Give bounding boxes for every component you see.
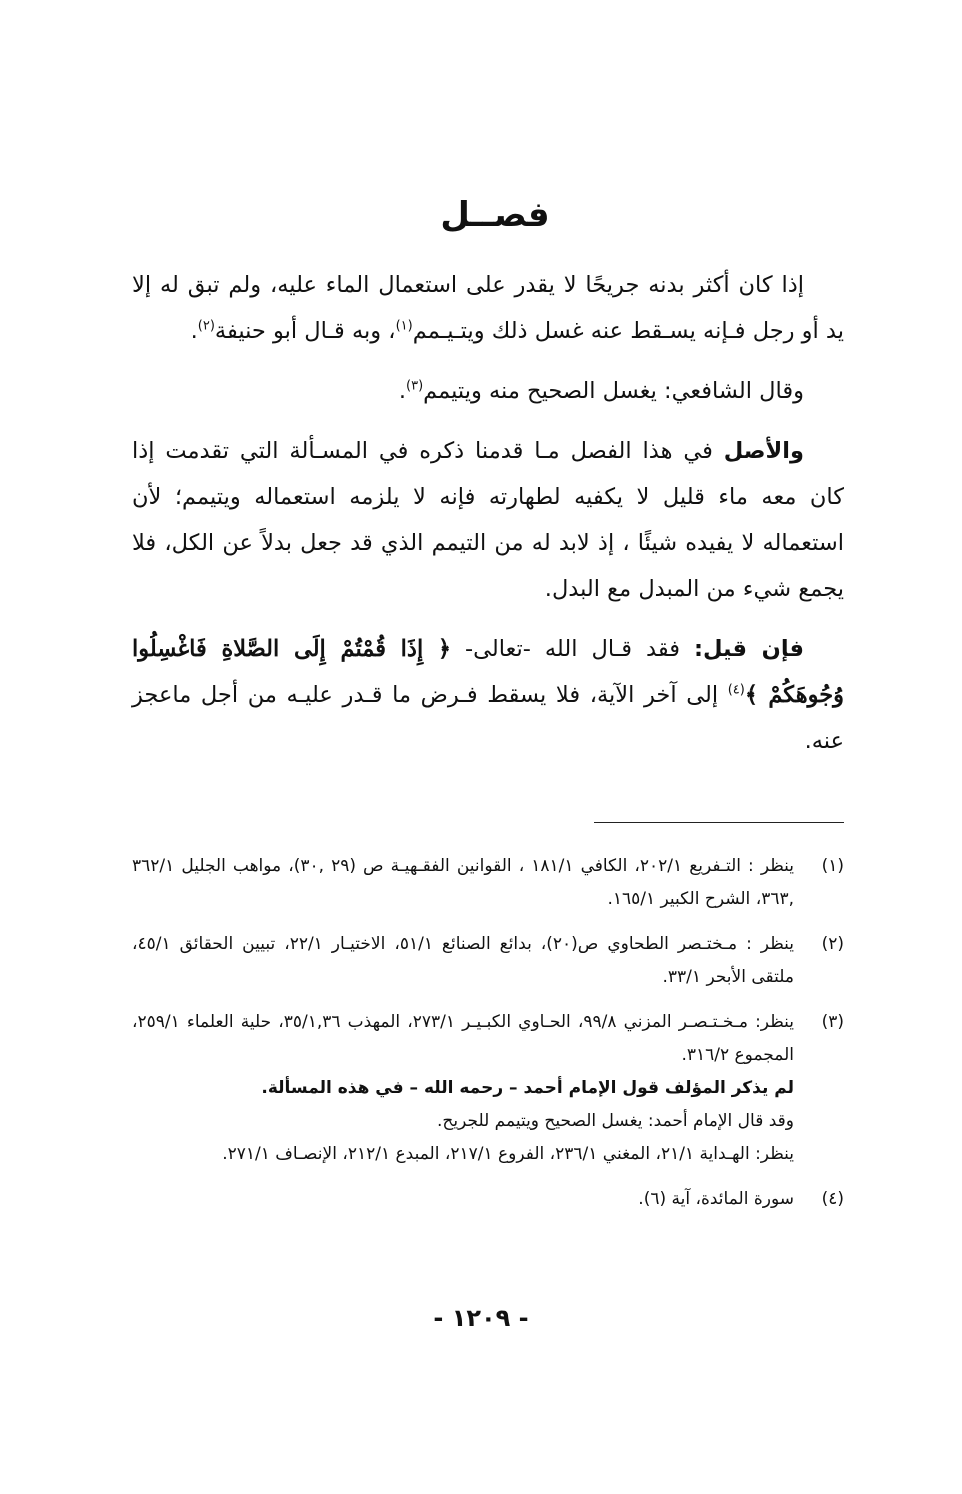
footnote-3 — [132, 1006, 844, 1171]
paragraph-1-text-c: . — [190, 318, 198, 344]
paragraph-1-text-b: ، وبه قـال أبو حنيفة — [214, 318, 396, 344]
footnote-number: (١) — [821, 856, 844, 876]
footnote-text: سورة المائدة، آية (٦). — [638, 1189, 794, 1209]
footnote-number: (٤) — [821, 1189, 844, 1209]
footnote-ref-2[interactable]: (٢) — [197, 318, 215, 334]
footnotes-section — [132, 850, 844, 1228]
footnote-text: ينظر : التـفريع ٢٠٢/١، الكافي ١٨١/١ ، القوانين الفقـهيـة ص (٢٩ ,٣٠)، مواهب الجليل ٣٦٢/١ ,٣٦٣، الشرح الكبير ١٦٥/١. — [132, 856, 795, 909]
paragraph-1 — [132, 262, 844, 354]
footnote-references: ينظر: الهـداية ٢١/١، المغني ٢٣٦/١، الفروع ٢١٧/١، المبدع ٢١٢/١، الإنصـاف ٢٧١/١. — [222, 1144, 794, 1164]
main-text — [132, 262, 844, 778]
paragraph-3 — [132, 428, 844, 612]
footnote-text: ينظر : مـختـصر الطحاوي ص(٢٠)، بدائع الصنائع ٥١/١، الاختيـار ٢٢/١، تبيين الحقائق ٤٥/١، ملتقى الأبحر ٣٣/١. — [132, 934, 794, 987]
paragraph-4-text-b: إلى آخر الآية، فلا يسقط فـرض ما قـدر عليـه من أجل ماعجز عنه. — [132, 682, 844, 754]
paragraph-2-text-b: . — [398, 378, 407, 404]
footnote-ref-3[interactable]: (٣) — [406, 378, 424, 394]
footnote-4 — [132, 1183, 844, 1216]
footnote-divider — [594, 822, 844, 823]
footnote-ref-4[interactable]: (٤) — [727, 682, 745, 698]
paragraph-4-lead: فإن قيل: — [693, 636, 805, 662]
footnote-text: ينظر: مـخـتـصـر المزني ٩٩/٨، الحـاوي الكبـيـر ٢٧٣/١، المهذب ٣٥/١,٣٦، حلية العلماء ٢٥٩/١، المجموع ٣١٦/٢. — [132, 1012, 794, 1065]
page-number: - ١٢٠٩ - — [433, 1304, 529, 1332]
paragraph-4-text-a: فقد قـال الله -تعالى- — [451, 636, 694, 662]
footnote-ref-1[interactable]: (١) — [395, 318, 413, 334]
quran-verse: ﴿ إِذَا قُمْتُمْ إِلَى الصَّلاةِ فَاغْسِلُوا وُجُوهَكُمْ ﴾ — [132, 636, 844, 708]
footnote-number: (٢) — [821, 934, 844, 954]
paragraph-3-text: في هذا الفصل مـا قدمنا ذكره في المسـألة التي تقدمت إذا كان معه ماء قليل لا يكفيه لطهارته فإنه لا يلزمه استعماله ويتيمم؛ لأن استعماله لا يفيده شيئًا ، إذ لابد له من التيمم الذي قد جعل بدلاً عن الكل، فلا يجمع شيء من المبدل مع البدل. — [132, 438, 844, 602]
paragraph-1-text-a: إذا كان أكثر بدنه جريحًا لا يقدر على استعمال الماء عليه، ولم تبق له إلا يد أو رجل فـإنه يسـقط عنه غسل ذلك ويتـيـمم — [132, 272, 844, 344]
footnote-1 — [132, 850, 844, 916]
paragraph-2-text-a: وقال الشافعي: يغسل الصحيح منه ويتيمم — [423, 378, 804, 404]
paragraph-3-lead: والأصل — [723, 438, 804, 464]
footnote-2 — [132, 928, 844, 994]
paragraph-4 — [132, 626, 844, 764]
footnote-imam-ahmad-note: وقد قال الإمام أحمد: يغسل الصحيح ويتيمم للجريح. — [437, 1111, 794, 1131]
paragraph-2 — [132, 368, 844, 414]
footnote-number: (٣) — [821, 1012, 844, 1032]
section-heading: فصــل — [440, 195, 550, 235]
footnote-author-note: لم يذكر المؤلف قول الإمام أحمد – رحمه الله – في هذه المسألة. — [261, 1078, 794, 1098]
